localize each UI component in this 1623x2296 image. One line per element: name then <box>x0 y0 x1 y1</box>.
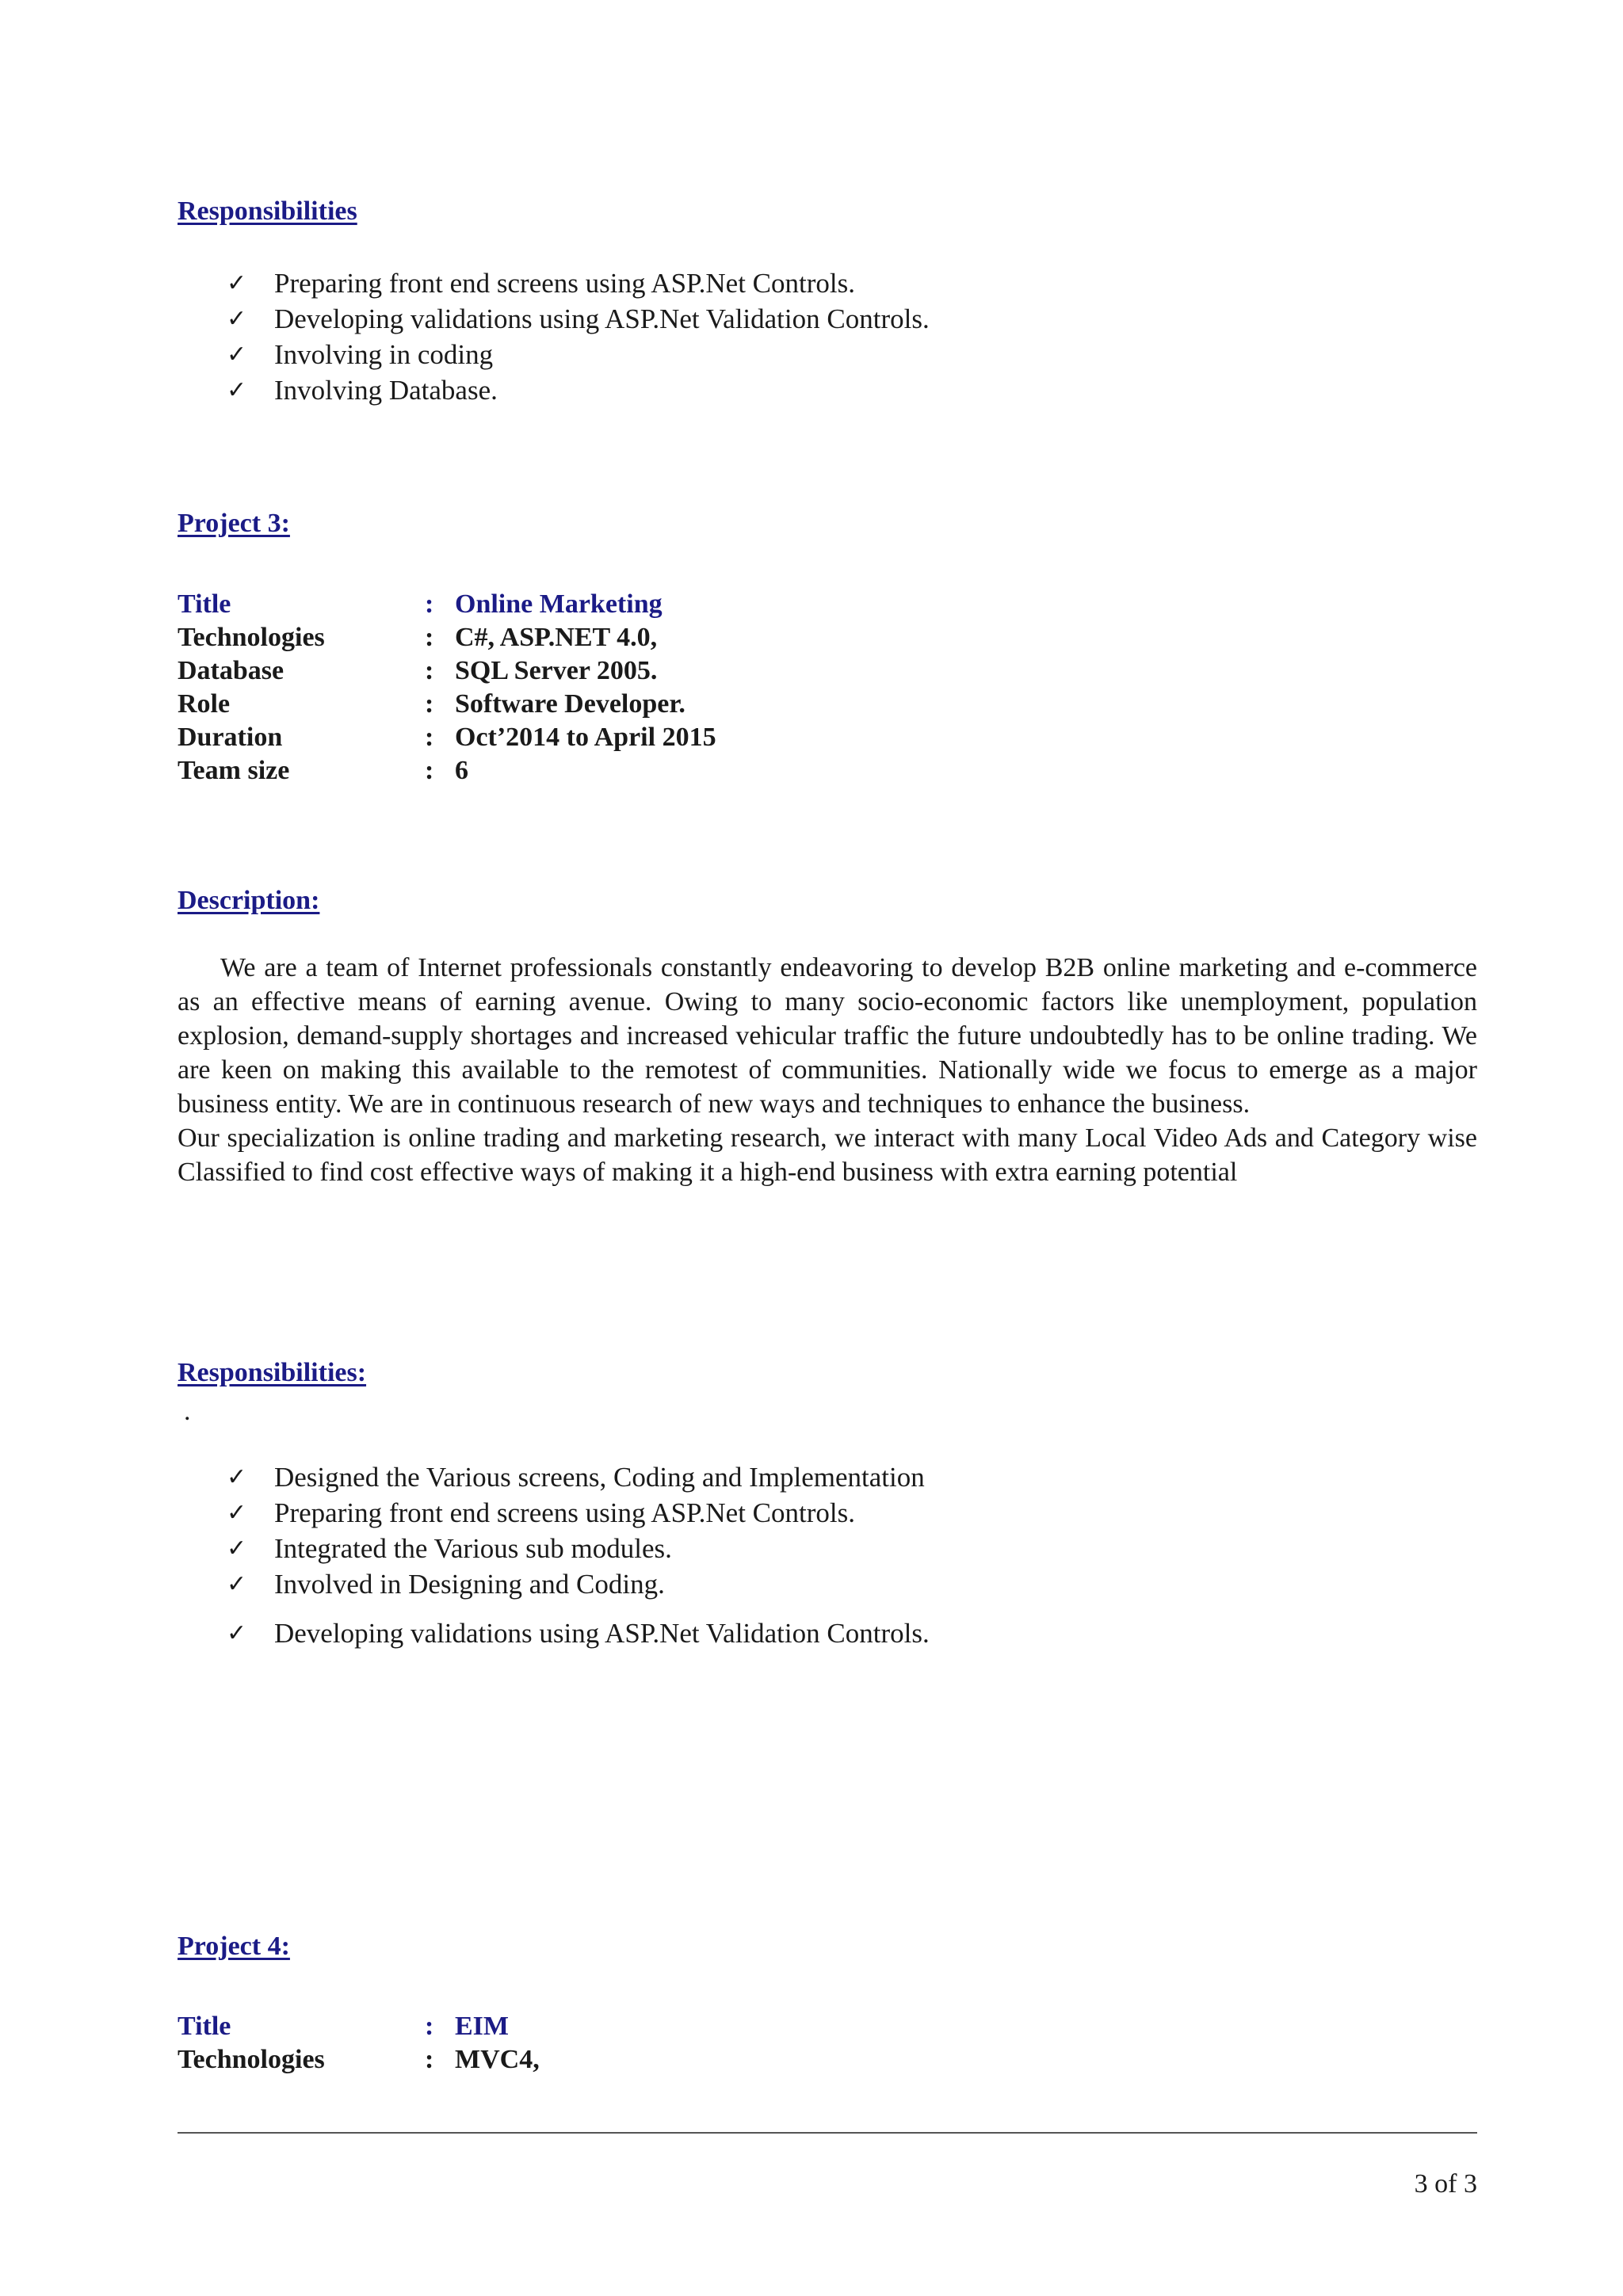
check-icon: ✓ <box>227 1535 247 1562</box>
check-icon: ✓ <box>227 305 247 333</box>
responsibilities-heading: Responsibilities <box>178 196 357 226</box>
detail-separator: : <box>425 2045 434 2074</box>
table-row <box>178 654 716 688</box>
project-3-heading: Project 3: <box>178 509 290 538</box>
list-item-text: Preparing front end screens using ASP.Net Controls. <box>274 1497 855 1528</box>
list-item <box>227 301 930 337</box>
detail-value: C#, ASP.NET 4.0, <box>455 623 658 652</box>
list-item <box>227 265 930 301</box>
project-3-details <box>178 588 716 788</box>
check-icon: ✓ <box>227 1570 247 1598</box>
list-item <box>227 1531 930 1566</box>
list-item-text: Involving Database. <box>274 375 498 406</box>
list-item-text: Preparing front end screens using ASP.Net Controls. <box>274 268 855 299</box>
detail-label: Technologies <box>178 2045 325 2074</box>
table-row <box>178 754 716 788</box>
detail-value: Software Developer. <box>455 689 685 719</box>
responsibilities-list <box>227 1459 930 1651</box>
description-paragraph: Our specialization is online trading and marketing research, we interact with many Local Video Ads and Category wise Classified to find cost effective ways of making it a high-end business with extra earning potential <box>178 1123 1477 1187</box>
detail-value: Oct’2014 to April 2015 <box>455 723 716 752</box>
list-item <box>227 372 930 408</box>
table-row <box>178 688 716 721</box>
detail-value: MVC4, <box>455 2045 540 2074</box>
detail-label: Technologies <box>178 623 325 652</box>
responsibilities-heading: Responsibilities: <box>178 1358 367 1387</box>
check-icon: ✓ <box>227 1499 247 1527</box>
stray-dot: . <box>184 1397 191 1426</box>
list-item-text: Involving in coding <box>274 339 494 370</box>
check-icon: ✓ <box>227 1463 247 1491</box>
list-item-text: Integrated the Various sub modules. <box>274 1533 672 1564</box>
detail-separator: : <box>425 723 434 752</box>
description-body <box>178 951 1477 1189</box>
detail-separator: : <box>425 756 434 785</box>
responsibilities-list <box>227 265 930 408</box>
detail-label: Team size <box>178 756 290 785</box>
table-row <box>178 2043 540 2077</box>
footer-divider <box>178 2132 1477 2134</box>
detail-separator: : <box>425 656 434 685</box>
detail-label: Duration <box>178 723 283 752</box>
list-item <box>227 337 930 372</box>
check-icon: ✓ <box>227 269 247 297</box>
description-heading: Description: <box>178 886 320 915</box>
list-item-text: Designed the Various screens, Coding and Implementation <box>274 1462 925 1493</box>
detail-value: SQL Server 2005. <box>455 656 658 685</box>
list-item-text: Involved in Designing and Coding. <box>274 1569 665 1600</box>
project-4-details <box>178 2010 540 2077</box>
project-4-heading: Project 4: <box>178 1932 290 1961</box>
list-item <box>227 1566 930 1602</box>
detail-separator: : <box>425 589 434 619</box>
detail-label: Title <box>178 2012 231 2041</box>
detail-separator: : <box>425 2012 434 2041</box>
list-item <box>227 1495 930 1531</box>
detail-separator: : <box>425 623 434 652</box>
detail-value: Online Marketing <box>455 589 663 619</box>
check-icon: ✓ <box>227 341 247 368</box>
detail-label: Role <box>178 689 231 719</box>
page-number: 3 of 3 <box>1414 2169 1477 2199</box>
detail-label: Title <box>178 589 231 619</box>
table-row <box>178 2010 540 2043</box>
list-item <box>227 1615 930 1651</box>
check-icon: ✓ <box>227 376 247 404</box>
detail-value: 6 <box>455 756 468 785</box>
check-icon: ✓ <box>227 1619 247 1647</box>
list-item-text: Developing validations using ASP.Net Validation Controls. <box>274 303 930 334</box>
list-item-text: Developing validations using ASP.Net Validation Controls. <box>274 1618 930 1649</box>
table-row <box>178 621 716 654</box>
detail-label: Database <box>178 656 285 685</box>
description-paragraph: We are a team of Internet professionals constantly endeavoring to develop B2B online marketing and e-commerce as an effective means of earning avenue. Owing to many socio-economic factors like unemployment, population explosion, demand-supply shortages and increased vehicular traffic the future undoubtedly has to be online trading. We are keen on making this available to the remotest of communities. Nationally wide we focus to emerge as a major business entity. We are in continuous research of new ways and techniques to enhance the business. <box>178 953 1477 1119</box>
detail-value: EIM <box>455 2012 509 2041</box>
table-row <box>178 721 716 754</box>
detail-separator: : <box>425 689 434 719</box>
table-row <box>178 588 716 621</box>
list-item <box>227 1459 930 1495</box>
